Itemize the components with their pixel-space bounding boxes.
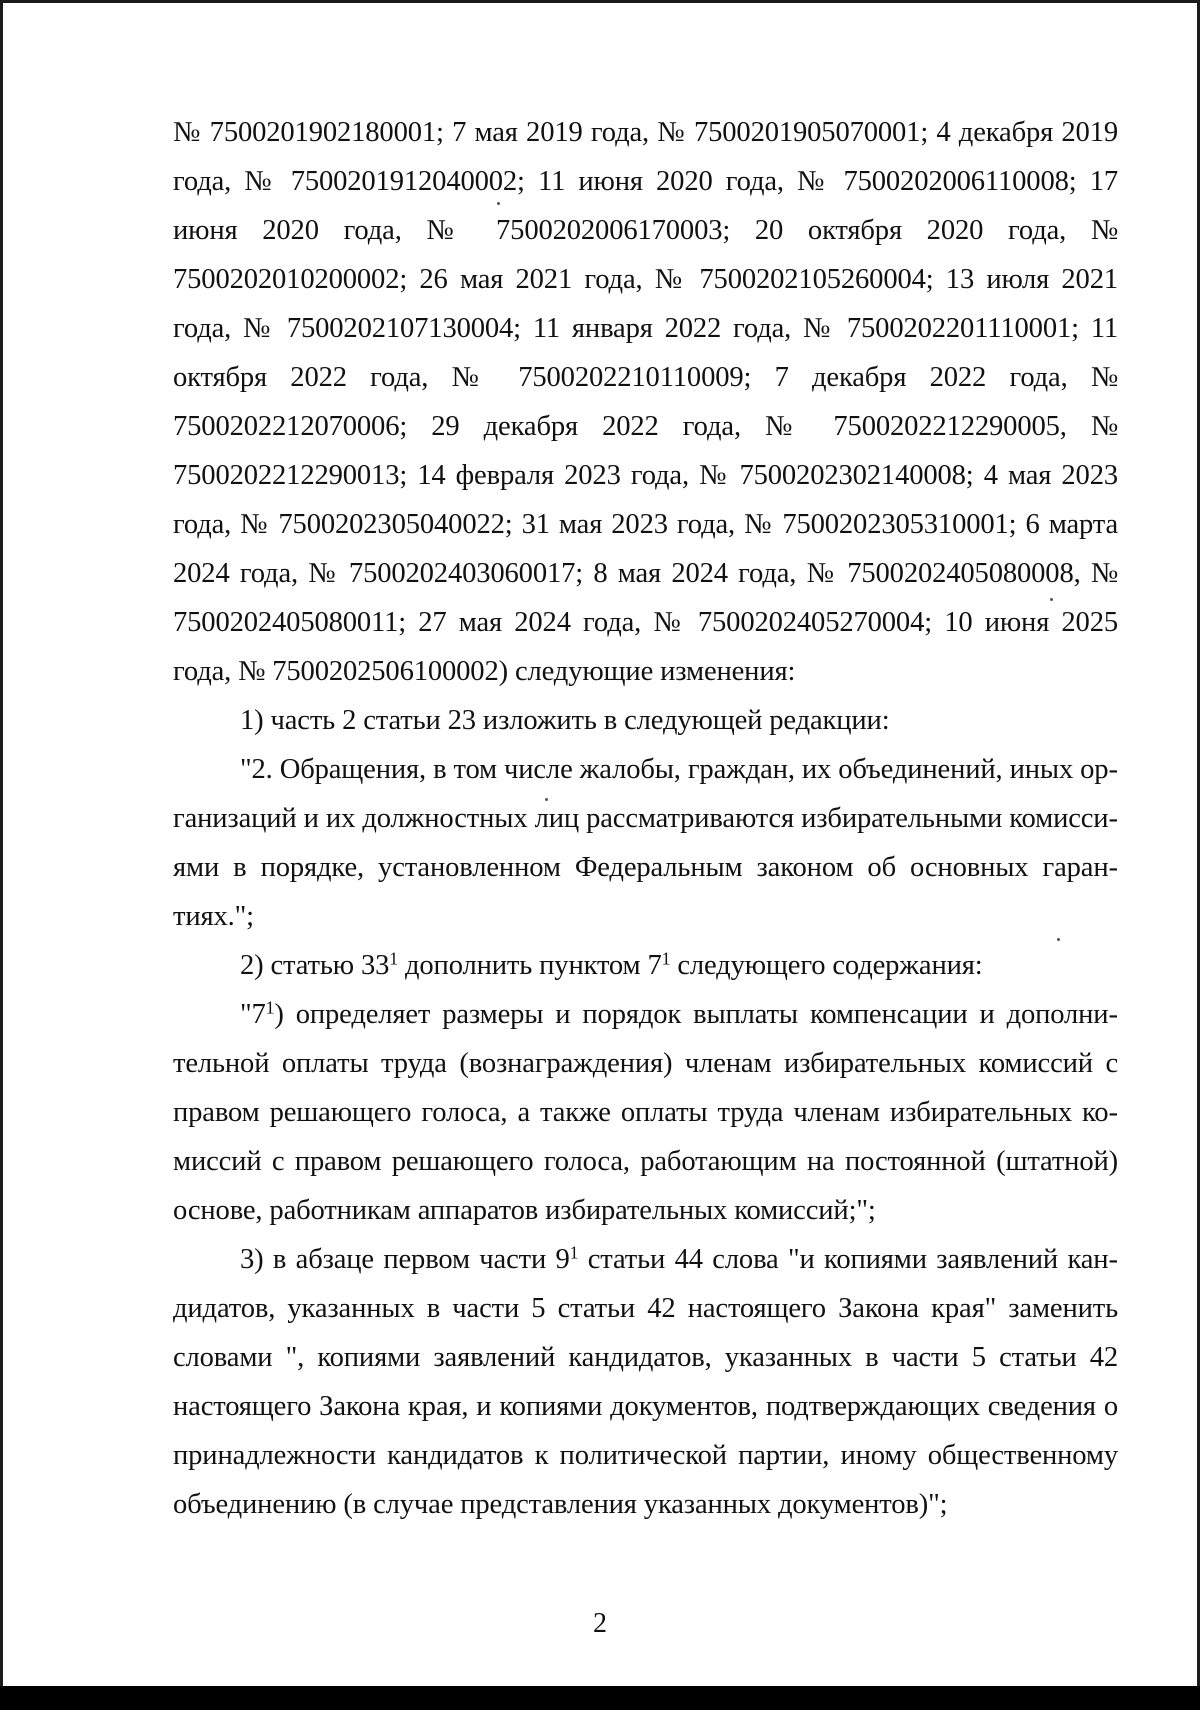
- superscript: 1: [265, 997, 275, 1018]
- quote-text-end: ) определяет размеры и порядок выплаты компенсации и дополнительной оплаты труда (вознаграждения) членам избирательных комиссий с правом решающего голоса, а также оплаты труда членам избирательных комиссий с правом решающего голоса, работающим на постоянной (штатной) основе, работникам аппаратов избирательных комиссий;";: [173, 999, 1118, 1226]
- paragraph-quote-article-23: "2. Обращения, в том числе жалобы, граждан, их объединений, иных организаций и их должностных лиц рассматриваются избирательными комиссиями в порядке, установленном Федеральным законом об основных гарантиях.";: [173, 754, 1118, 932]
- scan-border-left: [0, 0, 3, 1710]
- item-2-text-end: следующего содержания:: [670, 950, 983, 981]
- page-number: 2: [593, 1608, 607, 1639]
- item-2-text-start: 2) статью 33: [240, 950, 390, 981]
- scan-border-top: [0, 0, 1200, 3]
- scan-border-bottom: [0, 1686, 1200, 1710]
- scan-speck: [1057, 938, 1060, 941]
- quote-text-start: "7: [240, 999, 266, 1030]
- item-2-text-middle: дополнить пунктом 7: [398, 950, 662, 981]
- document-body: [173, 108, 1118, 1529]
- item-3-text-end: статьи 44 слова "и копиями заявлений кандидатов, указанных в части 5 статьи 42 настоящего Закона края" заменить словами ", копиями заявлений кандидатов, указанных в части 5 статьи 42 настоящего Закона края, и копиями документов, подтверждающих сведения о принадлежности кандидатов к политической партии, иному общественному объединению (в случае представления указанных документов)";: [173, 1244, 1118, 1520]
- paragraph-item-3: [173, 1235, 1118, 1529]
- scan-speck: [497, 202, 500, 205]
- paragraph-item-2: [173, 941, 1118, 990]
- paragraph-item-1: 1) часть 2 статьи 23 изложить в следующей редакции:: [240, 705, 890, 736]
- scan-speck: [545, 798, 548, 801]
- paragraph-quote-point-7-1: [173, 990, 1118, 1235]
- superscript: 1: [389, 948, 399, 969]
- item-3-text-start: 3) в абзаце первом части 9: [240, 1244, 570, 1275]
- paragraph-continuation: № 7500201902180001; 7 мая 2019 года, № 7500201905070001; 4 декабря 2019 года, № 7500201912040002; 11 июня 2020 года, № 7500202006110008; 17 июня 2020 года, № 7500202006170003; 20 октября 2020 года, № 7500202010200002; 26 мая 2021 года, № 7500202105260004; 13 июля 2021 года, № 7500202107130004; 11 января 2022 года, № 7500202201110001; 11 октября 2022 года, № 7500202210110009; 7 декабря 2022 года, № 7500202212070006; 29 декабря 2022 года, № 7500202212290005, № 7500202212290013; 14 февраля 2023 года, № 7500202302140008; 4 мая 2023 года, № 7500202305040022; 31 мая 2023 года, № 7500202305310001; 6 марта 2024 года, № 7500202403060017; 8 мая 2024 года, № 7500202405080008, № 7500202405080011; 27 мая 2024 года, № 7500202405270004; 10 июня 2025 года, № 7500202506100002) следующие изменения:: [173, 117, 1118, 687]
- scan-speck: [1050, 598, 1053, 601]
- superscript: 1: [661, 948, 671, 969]
- superscript: 1: [569, 1242, 579, 1263]
